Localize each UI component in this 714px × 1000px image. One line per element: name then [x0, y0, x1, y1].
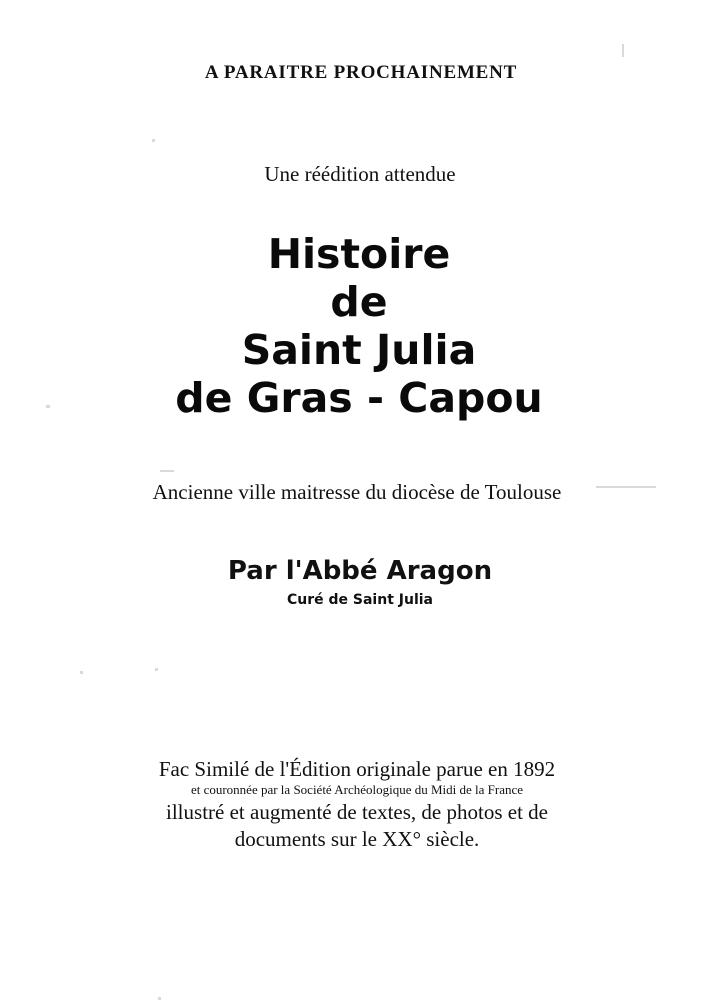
scan-speck: [622, 44, 624, 57]
announcement-header: A PARAITRE PROCHAINEMENT: [204, 62, 518, 83]
author-name: Par l'Abbé Aragon: [227, 556, 493, 586]
book-title-line-1: Histoire: [267, 230, 451, 278]
facsimile-line-3: illustré et augmenté de textes, de photos et de: [166, 800, 548, 824]
scan-speck: [155, 668, 158, 671]
scan-speck: [80, 671, 83, 674]
book-title-line-3: Saint Julia: [241, 326, 477, 374]
book-title-line-2: de: [330, 278, 388, 326]
facsimile-line-1: Fac Similé de l'Édition originale parue en 1892: [158, 757, 556, 781]
scan-speck: [152, 139, 155, 142]
author-role: Curé de Saint Julia: [287, 592, 433, 608]
book-title-line-4: de Gras - Capou: [175, 374, 543, 422]
scan-speck: [160, 470, 174, 472]
facsimile-line-4: documents sur le XX° siècle.: [234, 827, 480, 851]
facsimile-line-2: et couronnée par la Société Archéologique du Midi de la France: [190, 782, 524, 797]
subtitle-reedition: Une réédition attendue: [264, 162, 456, 186]
book-title: [0, 230, 714, 422]
book-tagline: Ancienne ville maitresse du diocèse de Toulouse: [152, 480, 562, 504]
facsimile-note: [0, 757, 714, 853]
